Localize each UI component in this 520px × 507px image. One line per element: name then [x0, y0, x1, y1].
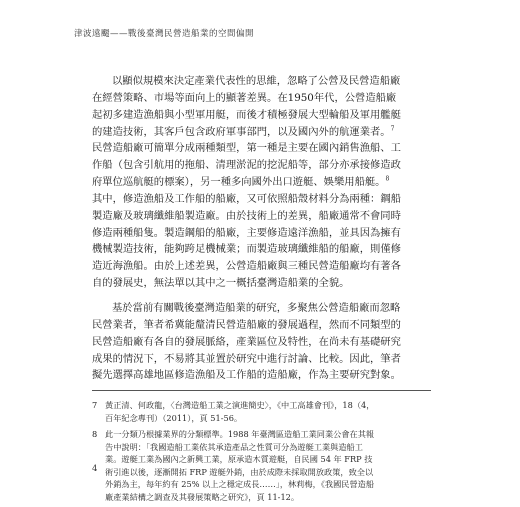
footnote-line: 百年紀念專刊）（2011），頁 51-56。	[105, 412, 243, 423]
paragraph-line: 在經營策略、市場等面向上的顯著差異。在1950年代，公營造船廠	[92, 91, 397, 104]
paragraph-line: 成果的情況下，不易將其並置於研究中進行討論、比較。因此，筆者	[92, 352, 401, 365]
footnote-divider	[92, 390, 431, 391]
paragraph-line: 擬先選擇高雄地區修造漁船及工作船的造船廠，作為主要研究對象。	[92, 369, 401, 382]
paragraph-line: 府單位巡航艇的標案），另一種多向國外出口遊艇、娛樂用船艇。$^8$	[92, 175, 390, 189]
paragraph-line: 修造兩種船隻。製造鋼船的船廠，主要修造遠洋漁船，並具因為擁有	[92, 226, 401, 239]
running-head: 津波遠颺——戰後臺灣民營造船業的空間偏開	[74, 29, 255, 39]
footnote-line: 此一分類乃根據業界的分類標準。1988 年臺灣區造船工業同業公會在其報	[105, 429, 375, 439]
footnote-line: 術引進以後，逐漸開拓 FRP 遊艇外銷，由於成際未採取開放政策，致全以	[105, 466, 374, 477]
paragraph-line: 起初多建造漁船與小型軍用艇，而後才積極發展大型輪船及軍用艦艇	[92, 108, 401, 121]
footnote-number: 7	[92, 400, 98, 410]
footnote-number: 8	[92, 429, 98, 439]
paragraph-line: 的建造技術，其客戶包含政府軍事部門，以及國內外的航運業者。$^7$	[92, 125, 395, 138]
paragraph-line: 民營造船廠可簡單分成兩種類型，第一種是主要在國內銷售漁船、工	[92, 142, 401, 155]
paragraph-line: 作船（包含引航用的拖船、清理淤泥的挖泥船等，部分亦承接修造政	[92, 159, 401, 172]
footnote-7	[92, 399, 431, 424]
paragraph-2	[92, 300, 430, 384]
footnote-line: 外銷為主，每年約有 25% 以上之穩定成長……」，林莉梅，《我國民營造船	[105, 479, 375, 489]
paragraph-line: 製造廠及玻璃纖維船製造廠。由於技術上的差異，船廠通常不會同時	[92, 209, 401, 222]
footnote-line: 黃正清、何政龍，〈台灣造船工業之演進簡史〉，《中工高雄會刊》，18（4，	[105, 400, 375, 410]
paragraph-line: 以顯似規模來決定產業代表性的思維，忽略了公營及民營造船廠	[112, 75, 401, 87]
paragraph-line: 造近海漁船。由於上述差異，公營造船廠與三種民營造船廠均有著各	[92, 260, 401, 273]
paragraph-line: 民營業者，筆者希冀能釐清民營造船廠的發展過程，然而不同類型的	[92, 318, 401, 331]
body-text	[92, 73, 430, 384]
footnote-body	[105, 399, 374, 424]
footnote-ref-7[interactable]: 7	[390, 125, 395, 133]
paragraph-line: 自的發展史，無法單以其中之一概括臺灣造船業的全貌。	[92, 277, 350, 290]
footnote-ref-8[interactable]: 8	[385, 175, 390, 183]
footnotes	[92, 399, 431, 507]
footnote-8	[92, 428, 431, 503]
footnote-line: 告中說明：「我國造船工業依其承造產品之性質可分為遊艇工業與造船工	[105, 441, 363, 452]
paragraph-line: 機械製造技術，能夠跨足機械業；而製造玻璃纖維船的船廠，則僅修	[92, 243, 401, 256]
paragraph-1	[92, 73, 430, 292]
footnote-line: 廠產業結構之調查及其發展策略之研究》，頁 11-12。	[105, 491, 300, 502]
footnote-line: 業。遊艇工業為國內之新興工業，原承造木質遊艇，自民國 54 年 FRP 技	[105, 454, 373, 464]
paragraph-line: 其中，修造漁船及工作船的船廠，又可依照船殼材料分為兩種：鋼船	[92, 192, 401, 205]
page-number: 4	[92, 464, 98, 474]
paragraph-line: 基於當前有關戰後臺灣造船業的研究，多聚焦公營造船廠而忽略	[112, 301, 401, 314]
footnote-body	[105, 428, 374, 503]
paragraph-line: 民營造船廠有各自的發展脈絡，產業區位及特性，在尚未有基礎研究	[92, 335, 401, 348]
